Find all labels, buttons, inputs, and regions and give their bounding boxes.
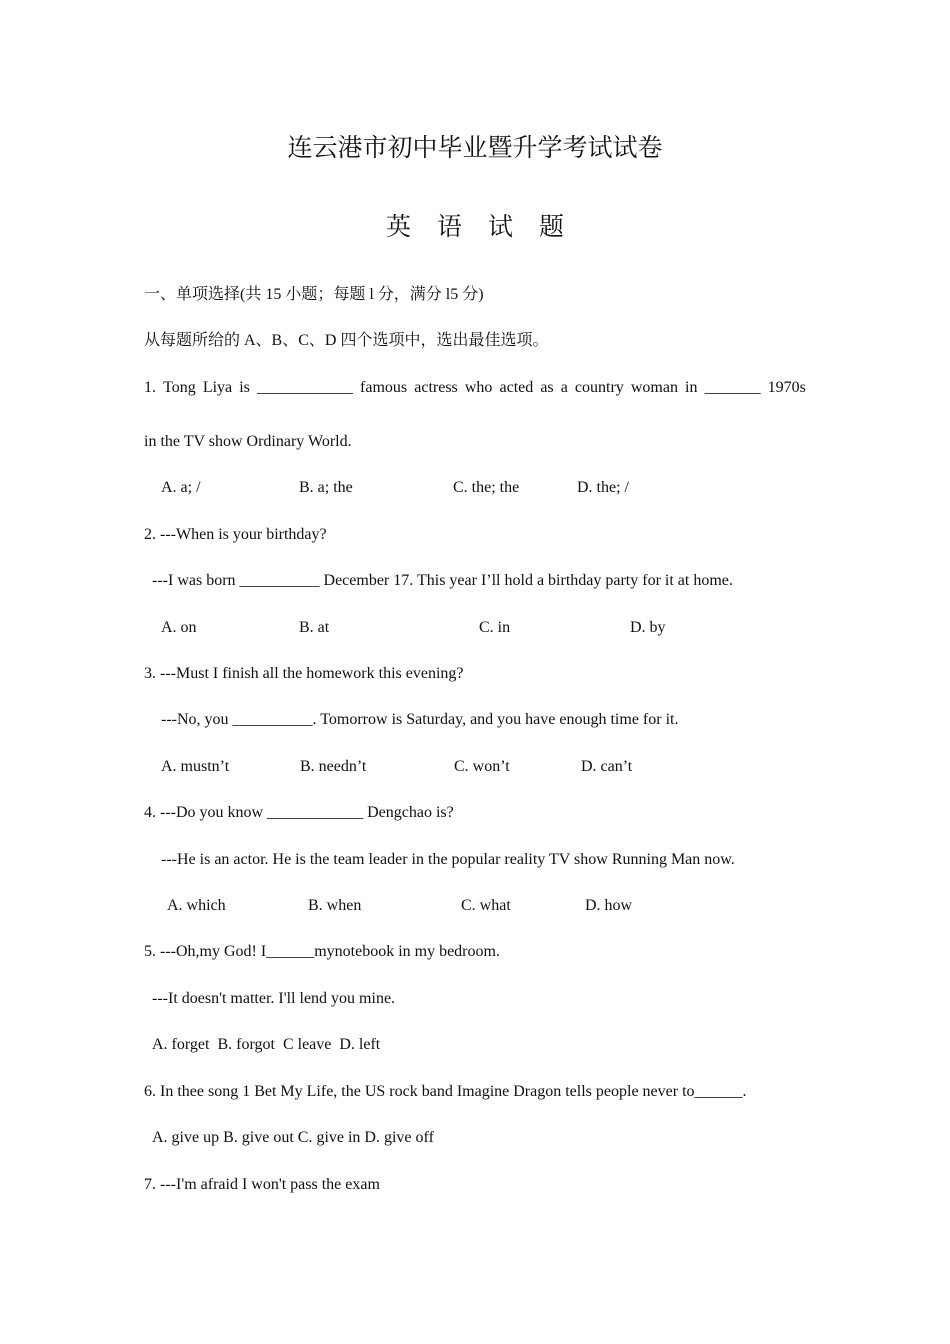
- q1-word: actress: [414, 379, 458, 396]
- question-1-line-1: [144, 378, 806, 398]
- q4-option-c: C. what: [461, 897, 511, 914]
- q1-option-b: B. a; the: [299, 479, 353, 496]
- q1-word: who: [464, 379, 493, 396]
- q1-option-d: D. the; /: [577, 479, 629, 496]
- question-1-line-2: in the TV show Ordinary World.: [144, 433, 352, 450]
- question-2-answer: ---I was born __________ December 17. This year I’ll hold a birthday party for it at home.: [152, 572, 733, 589]
- q2-option-b: B. at: [299, 619, 330, 636]
- q4-option-d: D. how: [585, 897, 633, 914]
- q4-option-a: A. which: [167, 897, 226, 914]
- exam-subtitle: 英语试题: [385, 214, 590, 241]
- q3-option-d: D. can’t: [581, 758, 633, 775]
- question-6-options: A. give up B. give out C. give in D. give off: [152, 1129, 434, 1146]
- q2-option-d: D. by: [630, 619, 666, 636]
- exam-title: 连云港市初中毕业暨升学考试试卷: [287, 135, 663, 162]
- question-5-prompt: 5. ---Oh,my God! I______mynotebook in my bedroom.: [144, 943, 500, 960]
- question-5-options: A. forget B. forgot C leave D. left: [152, 1036, 381, 1053]
- q3-option-c: C. won’t: [454, 758, 510, 775]
- q1-word: is: [239, 379, 250, 396]
- q1-word: famous: [360, 379, 408, 396]
- q1-word: country: [574, 379, 624, 396]
- question-3-prompt: 3. ---Must I finish all the homework this evening?: [144, 665, 464, 682]
- q1-word: Tong: [163, 379, 196, 396]
- q2-option-a: A. on: [161, 619, 197, 636]
- q3-option-b: B. needn’t: [300, 758, 367, 775]
- q1-word: woman: [630, 379, 678, 396]
- section-instruction: 从每题所给的 A、B、C、D 四个选项中，选出最佳选项。: [144, 332, 549, 349]
- section-heading: 一、单项选择(共 15 小题；每题 l 分，满分 l5 分): [144, 286, 484, 303]
- q4-option-b: B. when: [308, 897, 362, 914]
- q1-word: a: [560, 379, 568, 396]
- question-4-prompt: 4. ---Do you know ____________ Dengchao is?: [144, 804, 454, 821]
- q1-option-c: C. the; the: [453, 479, 520, 496]
- q1-blank: ____________: [256, 379, 353, 396]
- question-5-answer: ---It doesn't matter. I'll lend you mine.: [152, 990, 396, 1007]
- q1-option-a: A. a; /: [161, 479, 201, 496]
- q1-word: 1.: [144, 379, 156, 396]
- q1-word: in: [685, 379, 698, 396]
- q1-word: 1970s: [767, 379, 806, 396]
- question-2-prompt: 2. ---When is your birthday?: [144, 526, 327, 543]
- q3-option-a: A. mustn’t: [161, 758, 230, 775]
- q1-word: as: [540, 379, 554, 396]
- q1-word: acted: [499, 379, 534, 396]
- q1-word: Liya: [202, 379, 233, 396]
- q2-option-c: C. in: [479, 619, 511, 636]
- question-3-answer: ---No, you __________. Tomorrow is Saturday, and you have enough time for it.: [161, 711, 679, 728]
- q1-blank: _______: [704, 379, 761, 396]
- question-7-prompt: 7. ---I'm afraid I won't pass the exam: [144, 1176, 380, 1193]
- question-6-prompt: 6. In thee song 1 Bet My Life, the US rock band Imagine Dragon tells people never to______.: [144, 1083, 747, 1100]
- question-4-answer: ---He is an actor. He is the team leader in the popular reality TV show Running Man now.: [161, 851, 735, 868]
